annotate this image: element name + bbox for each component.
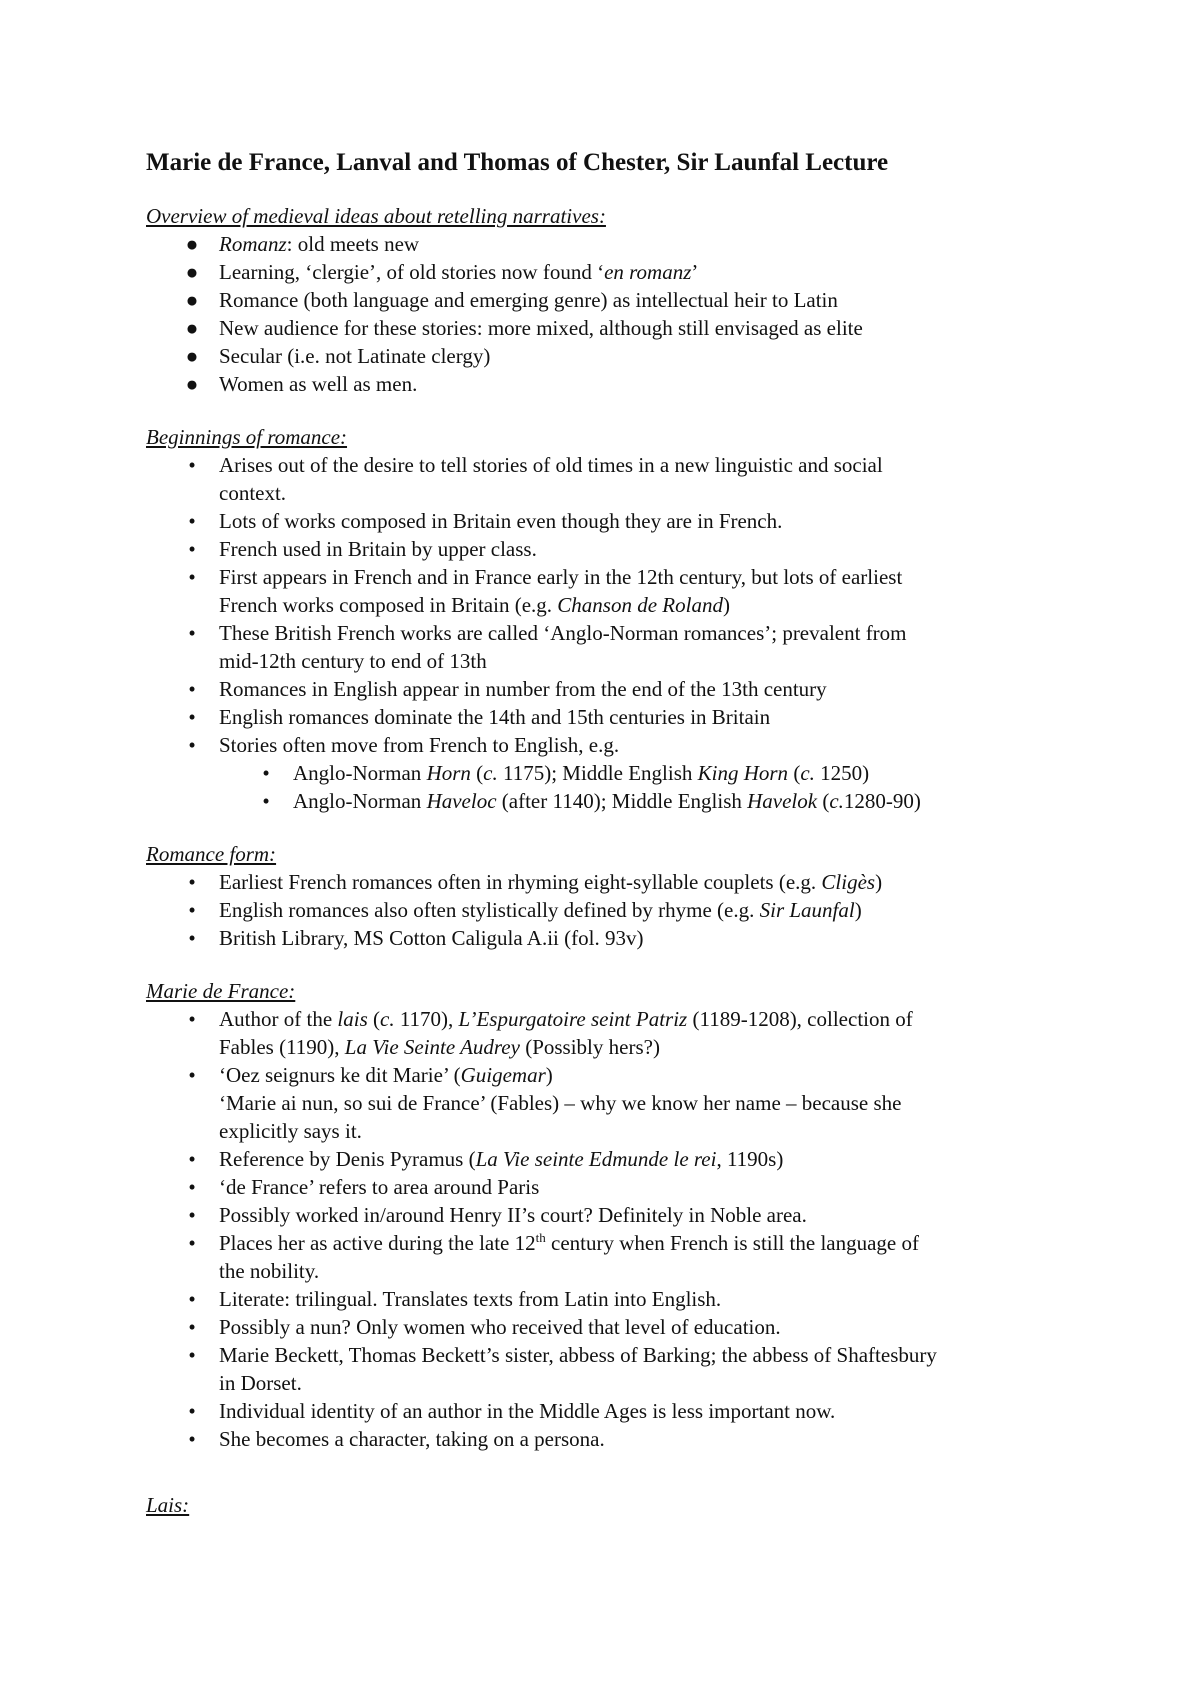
- list-item: [146, 1201, 1066, 1229]
- bullet-icon: ●: [185, 344, 199, 368]
- bullet-icon: ●: [185, 316, 199, 340]
- item-text: ): [722, 593, 730, 617]
- list-item: [146, 1173, 1066, 1201]
- list-item: [146, 314, 1066, 342]
- list-item: [146, 731, 1066, 759]
- section-heading: Overview of medieval ideas about retelling narratives:: [146, 204, 606, 228]
- item-text: ‘de France’ refers to area around Paris: [219, 1175, 540, 1199]
- item-text-line: [219, 1229, 1066, 1257]
- item-text: 1170),: [394, 1007, 459, 1031]
- item-text: (after 1140); Middle English: [496, 789, 748, 813]
- bullet-icon: •: [188, 1175, 196, 1199]
- list-item: [146, 619, 1066, 675]
- list-item: [146, 451, 1066, 507]
- list-item: [146, 1285, 1066, 1313]
- document-title: Marie de France, Lanval and Thomas of Chester, Sir Launfal Lecture: [146, 149, 889, 176]
- italic-text: Horn: [426, 761, 471, 785]
- bullet-icon: ●: [185, 232, 199, 256]
- item-text: ): [875, 870, 883, 894]
- list-item: [146, 563, 1066, 619]
- item-text: (: [367, 1007, 380, 1031]
- item-text: Anglo-Norman: [293, 789, 427, 813]
- item-text: Places her as active during the late 12: [219, 1231, 536, 1255]
- bullet-icon: •: [188, 1343, 196, 1367]
- italic-text: Sir Launfal: [759, 898, 855, 922]
- section-romance-form: [146, 840, 1066, 952]
- item-text: mid-12th century to end of 13th: [219, 649, 487, 673]
- italic-text: Romanz: [219, 232, 287, 256]
- section-overview: [146, 202, 1066, 398]
- bullet-list: [146, 230, 1066, 398]
- list-item: [146, 1005, 1066, 1061]
- item-text: English romances also often stylistically defined by rhyme (e.g.: [219, 898, 760, 922]
- list-item: [146, 1145, 1066, 1173]
- bullet-icon: ●: [185, 260, 199, 284]
- item-text-line: [219, 1005, 1066, 1033]
- section-heading: Marie de France:: [146, 979, 296, 1003]
- italic-text: Chanson de Roland: [557, 593, 723, 617]
- list-item: [146, 286, 1066, 314]
- bullet-icon: •: [188, 1399, 196, 1423]
- list-item: [146, 535, 1066, 563]
- item-text: Women as well as men.: [219, 372, 418, 396]
- italic-text: en romanz: [604, 260, 692, 284]
- italic-text: L’Espurgatoire seint Patriz: [458, 1007, 688, 1031]
- bullet-icon: •: [188, 453, 196, 477]
- italic-text: Haveloc: [426, 789, 497, 813]
- item-text: Possibly a nun? Only women who received that level of education.: [219, 1315, 781, 1339]
- bullet-icon: •: [188, 705, 196, 729]
- list-item: [146, 896, 1066, 924]
- bullet-icon: •: [188, 1231, 196, 1255]
- item-text: context.: [219, 481, 287, 505]
- item-text: These British French works are called ‘Anglo-Norman romances’; prevalent from: [219, 621, 907, 645]
- section-heading: Romance form:: [146, 842, 277, 866]
- list-item: [146, 1313, 1066, 1341]
- item-text: Lots of works composed in Britain even though they are in French.: [219, 509, 783, 533]
- list-item: [146, 1061, 1066, 1145]
- item-text: (1189-1208), collection of: [687, 1007, 913, 1031]
- bullet-icon: •: [188, 1063, 196, 1087]
- bullet-icon: •: [262, 789, 270, 813]
- item-text: French works composed in Britain (e.g.: [219, 593, 558, 617]
- superscript: th: [535, 1230, 546, 1245]
- item-text: She becomes a character, taking on a persona.: [219, 1427, 605, 1451]
- section-beginnings: [146, 423, 1066, 815]
- item-text: Fables (1190),: [219, 1035, 345, 1059]
- list-item: [146, 230, 1066, 258]
- item-text: Individual identity of an author in the Middle Ages is less important now.: [219, 1399, 836, 1423]
- italic-text: La Vie Seinte Audrey: [344, 1035, 520, 1059]
- bullet-icon: •: [188, 1287, 196, 1311]
- bullet-list: [146, 451, 1066, 815]
- section-heading: Beginnings of romance:: [146, 425, 348, 449]
- item-text-line: [219, 1033, 1066, 1061]
- section-lais: [146, 1491, 1066, 1519]
- list-item: [146, 1397, 1066, 1425]
- item-text: Romances in English appear in number from the end of the 13th century: [219, 677, 827, 701]
- item-text: Learning, ‘clergie’, of old stories now found ‘: [219, 260, 605, 284]
- italic-text: King Horn: [697, 761, 789, 785]
- bullet-list: [146, 1005, 1066, 1453]
- item-text: 1175); Middle English: [497, 761, 698, 785]
- item-text: explicitly says it.: [219, 1119, 362, 1143]
- item-text: (: [788, 761, 801, 785]
- item-text: ’: [691, 260, 699, 284]
- italic-text: c.: [380, 1007, 395, 1031]
- bullet-icon: •: [188, 1315, 196, 1339]
- list-item: [146, 675, 1066, 703]
- list-item: [146, 1229, 1066, 1285]
- list-item: [146, 1341, 1066, 1397]
- item-text: Literate: trilingual. Translates texts from Latin into English.: [219, 1287, 722, 1311]
- list-item: [146, 507, 1066, 535]
- item-text: New audience for these stories: more mixed, although still envisaged as elite: [219, 316, 863, 340]
- italic-text: c.: [483, 761, 498, 785]
- document-page: [146, 146, 1066, 1544]
- bullet-icon: •: [188, 926, 196, 950]
- bullet-icon: •: [188, 1007, 196, 1031]
- item-text: Secular (i.e. not Latinate clergy): [219, 344, 491, 368]
- list-item: [146, 258, 1066, 286]
- bullet-icon: •: [188, 677, 196, 701]
- item-text-line: [219, 591, 1066, 619]
- item-text: , 1190s): [716, 1147, 784, 1171]
- item-text: ): [854, 898, 862, 922]
- item-text: (Possibly hers?): [519, 1035, 660, 1059]
- italic-text: Havelok: [747, 789, 818, 813]
- list-item: [146, 342, 1066, 370]
- item-text-line: [219, 1061, 1066, 1089]
- bullet-icon: •: [188, 537, 196, 561]
- bullet-icon: •: [262, 761, 270, 785]
- item-text: ‘Marie ai nun, so sui de France’ (Fables) – why we know her name – because she: [219, 1091, 902, 1115]
- item-text: Stories often move from French to English, e.g.: [219, 733, 620, 757]
- bullet-icon: ●: [185, 372, 199, 396]
- item-text: century when French is still the language of: [545, 1231, 919, 1255]
- bullet-icon: •: [188, 509, 196, 533]
- item-text: French used in Britain by upper class.: [219, 537, 537, 561]
- bullet-icon: •: [188, 1427, 196, 1451]
- item-text: : old meets new: [286, 232, 420, 256]
- list-item: [146, 370, 1066, 398]
- bullet-icon: •: [188, 870, 196, 894]
- item-text: (: [470, 761, 484, 785]
- item-text: Earliest French romances often in rhyming eight-syllable couplets (e.g.: [219, 870, 822, 894]
- bullet-icon: ●: [185, 288, 199, 312]
- italic-text: c.: [829, 789, 844, 813]
- bullet-icon: •: [188, 1147, 196, 1171]
- sub-list-item: [146, 787, 1066, 815]
- bullet-icon: •: [188, 1203, 196, 1227]
- italic-text: Guigemar: [460, 1063, 546, 1087]
- item-text: 1280-90): [843, 789, 921, 813]
- item-text: Arises out of the desire to tell stories of old times in a new linguistic and social: [219, 453, 883, 477]
- item-text: Romance (both language and emerging genre) as intellectual heir to Latin: [219, 288, 838, 312]
- section-heading: Lais:: [146, 1493, 190, 1517]
- italic-text: lais: [337, 1007, 368, 1031]
- item-text: 1250): [814, 761, 870, 785]
- item-text: English romances dominate the 14th and 15th centuries in Britain: [219, 705, 771, 729]
- item-text: Reference by Denis Pyramus (: [219, 1147, 476, 1171]
- bullet-list: [146, 868, 1066, 952]
- item-text: ): [545, 1063, 553, 1087]
- item-text: the nobility.: [219, 1259, 320, 1283]
- italic-text: c.: [800, 761, 815, 785]
- bullet-icon: •: [188, 898, 196, 922]
- item-text: Marie Beckett, Thomas Beckett’s sister, abbess of Barking; the abbess of Shaftesbury: [219, 1343, 937, 1367]
- item-text: British Library, MS Cotton Caligula A.ii (fol. 93v): [219, 926, 644, 950]
- item-text: Author of the: [219, 1007, 338, 1031]
- list-item: [146, 703, 1066, 731]
- item-text: (: [817, 789, 830, 813]
- italic-text: Cligès: [821, 870, 876, 894]
- bullet-icon: •: [188, 565, 196, 589]
- item-text: Anglo-Norman: [293, 761, 427, 785]
- item-text: in Dorset.: [219, 1371, 302, 1395]
- item-text: First appears in French and in France early in the 12th century, but lots of earliest: [219, 565, 903, 589]
- bullet-icon: •: [188, 733, 196, 757]
- list-item: [146, 868, 1066, 896]
- sub-list-item: [146, 759, 1066, 787]
- bullet-icon: •: [188, 621, 196, 645]
- item-text: Possibly worked in/around Henry II’s court? Definitely in Noble area.: [219, 1203, 807, 1227]
- list-item: [146, 924, 1066, 952]
- section-marie-de-france: [146, 977, 1066, 1453]
- italic-text: La Vie seinte Edmunde le rei: [475, 1147, 717, 1171]
- list-item: [146, 1425, 1066, 1453]
- item-text: ‘Oez seignurs ke dit Marie’ (: [219, 1063, 461, 1087]
